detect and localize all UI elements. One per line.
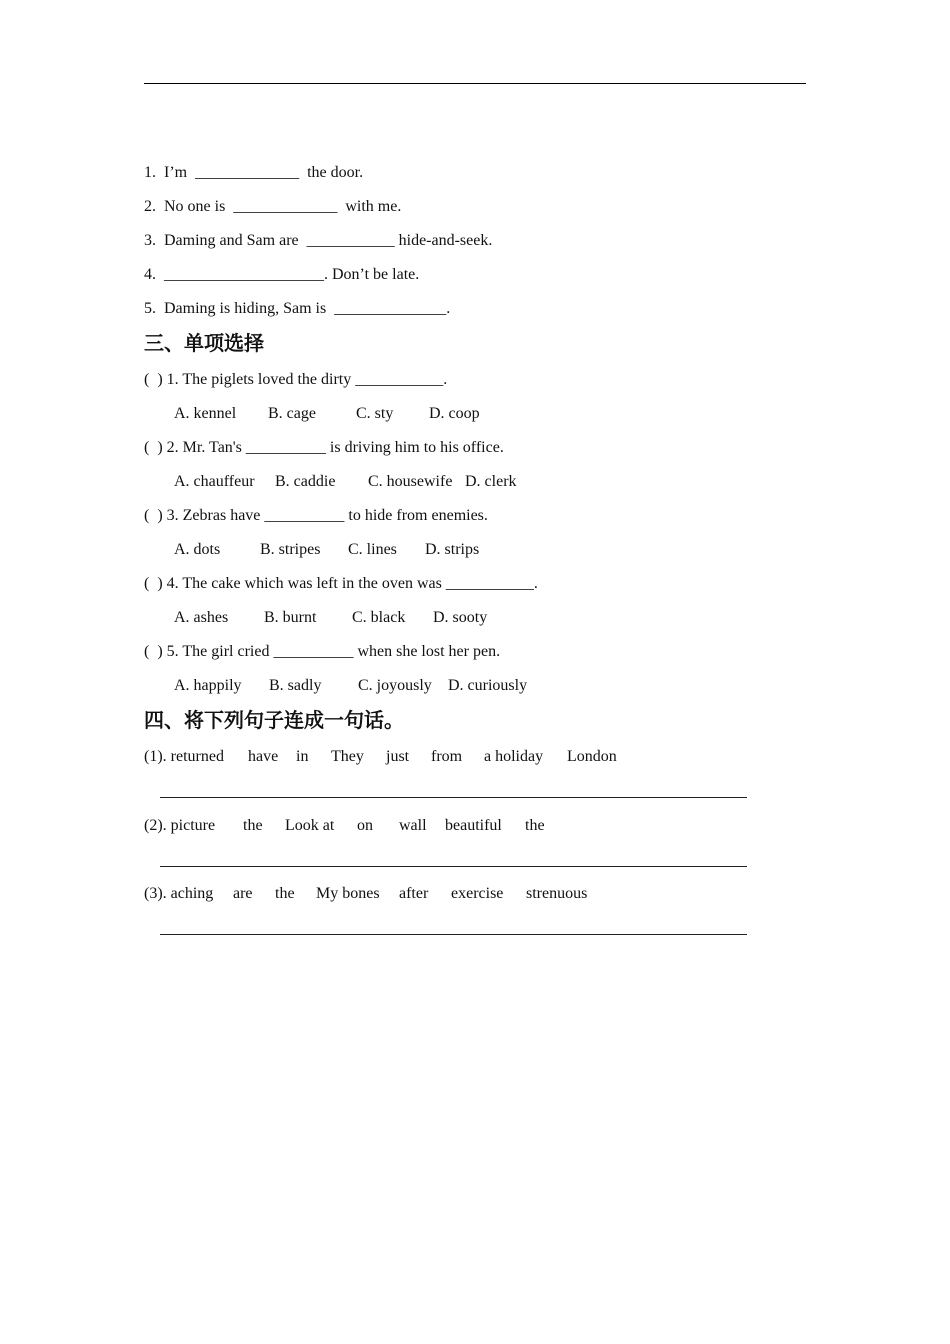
mc-question-2: ( ) 2. Mr. Tan's __________ is driving him to his office. (144, 439, 504, 456)
reorder-2-word: Look at (285, 817, 335, 834)
mc-5-option-c: C. joyously (358, 677, 432, 694)
reorder-3-word: My bones (316, 885, 380, 902)
mc-3-option-d: D. strips (425, 541, 480, 558)
reorder-2-word: on (357, 817, 373, 834)
reorder-2-label: (2). picture (144, 817, 216, 834)
mc-4-option-d: D. sooty (433, 609, 488, 626)
mc-question-4: ( ) 4. The cake which was left in the oven was ___________. (144, 575, 538, 592)
fill-blank-5: 5. Daming is hiding, Sam is ______________. (144, 300, 451, 317)
reorder-2-word: beautiful (445, 817, 502, 834)
reorder-1-word: They (331, 748, 364, 765)
section-3-title: 三、单项选择 (144, 331, 264, 355)
fill-blank-1: 1. I’m _____________ the door. (144, 164, 364, 181)
fill-blank-4: 4. ____________________. Don’t be late. (144, 266, 420, 283)
mc-3-option-b: B. stripes (260, 541, 321, 558)
mc-5-option-b: B. sadly (269, 677, 322, 694)
reorder-2-word: the (525, 817, 545, 834)
reorder-1-word: in (296, 748, 309, 765)
answer-line-3 (160, 934, 747, 935)
mc-4-option-b: B. burnt (264, 609, 317, 626)
reorder-1-word: London (567, 748, 617, 765)
section-4-title: 四、将下列句子连成一句话。 (144, 708, 404, 732)
mc-1-option-a: A. kennel (174, 405, 237, 422)
answer-line-1 (160, 797, 747, 798)
mc-3-option-c: C. lines (348, 541, 397, 558)
reorder-1-label: (1). returned (144, 748, 224, 765)
reorder-1-word: have (248, 748, 279, 765)
reorder-3-label: (3). aching (144, 885, 214, 902)
reorder-3-word: are (233, 885, 253, 902)
reorder-3-word: strenuous (526, 885, 588, 902)
answer-line-2 (160, 866, 747, 867)
reorder-3-word: exercise (451, 885, 504, 902)
fill-blank-3: 3. Daming and Sam are ___________ hide-and-seek. (144, 232, 493, 249)
mc-1-option-b: B. cage (268, 405, 316, 422)
fill-blank-2: 2. No one is _____________ with me. (144, 198, 402, 215)
reorder-3-word: the (275, 885, 295, 902)
reorder-1-word: a holiday (484, 748, 544, 765)
mc-1-option-d: D. coop (429, 405, 480, 422)
mc-2-option-a: A. chauffeur (174, 473, 255, 490)
mc-question-1: ( ) 1. The piglets loved the dirty ___________. (144, 371, 448, 388)
reorder-2-word: wall (399, 817, 427, 834)
mc-question-3: ( ) 3. Zebras have __________ to hide from enemies. (144, 507, 488, 524)
reorder-1-word: just (386, 748, 410, 765)
mc-3-option-a: A. dots (174, 541, 221, 558)
mc-2-option-c: C. housewife (368, 473, 453, 490)
reorder-2-word: the (243, 817, 263, 834)
mc-2-option-d: D. clerk (465, 473, 517, 490)
mc-question-5: ( ) 5. The girl cried __________ when she lost her pen. (144, 643, 501, 660)
mc-1-option-c: C. sty (356, 405, 394, 422)
mc-2-option-b: B. caddie (275, 473, 336, 490)
reorder-3-word: after (399, 885, 429, 902)
header-rule (144, 83, 806, 84)
mc-4-option-c: C. black (352, 609, 406, 626)
mc-5-option-d: D. curiously (448, 677, 528, 694)
mc-4-option-a: A. ashes (174, 609, 229, 626)
mc-5-option-a: A. happily (174, 677, 242, 694)
reorder-1-word: from (431, 748, 463, 765)
